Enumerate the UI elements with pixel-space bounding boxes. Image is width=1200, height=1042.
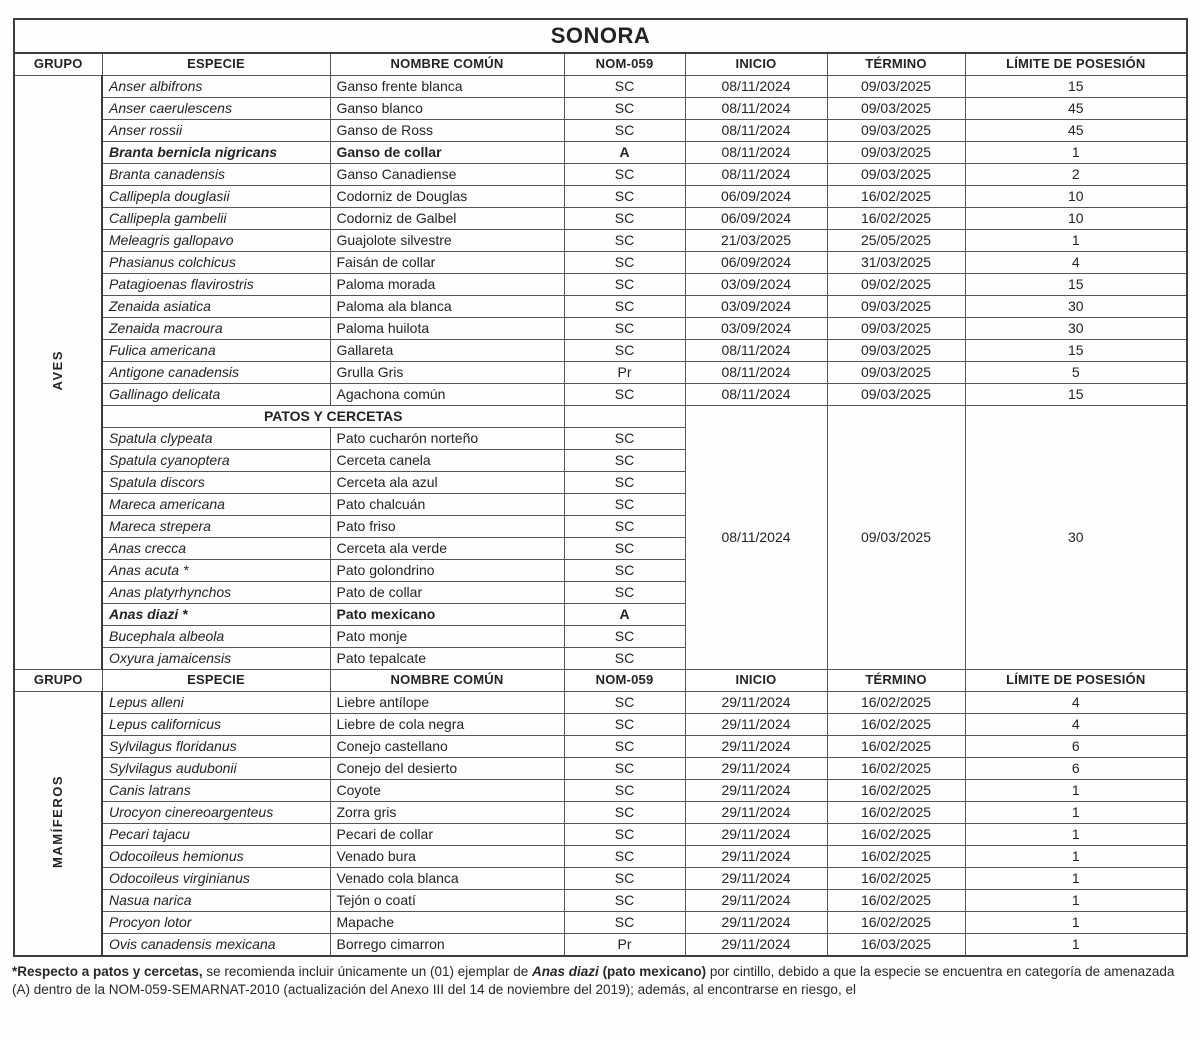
termino-cell: 25/05/2025 [827,230,965,252]
common-name-cell: Paloma morada [330,274,564,296]
column-header-6: LÍMITE DE POSESIÓN [965,53,1187,76]
sonora-hunting-table [13,18,1188,957]
column-header-5: TÉRMINO [827,670,965,692]
common-name-cell: Guajolote silvestre [330,230,564,252]
limite-cell: 15 [965,274,1187,296]
inicio-cell: 08/11/2024 [685,340,827,362]
table-row [14,714,1187,736]
group-cell-mamíferos [14,692,102,957]
table-row [14,802,1187,824]
column-header-1: ESPECIE [102,53,330,76]
species-cell: Branta bernicla nigricans [102,142,330,164]
nom059-cell: SC [564,736,685,758]
table-row [14,142,1187,164]
termino-cell: 16/02/2025 [827,186,965,208]
inicio-cell: 08/11/2024 [685,120,827,142]
inicio-cell: 03/09/2024 [685,274,827,296]
inicio-cell: 29/11/2024 [685,802,827,824]
common-name-cell: Ganso de collar [330,142,564,164]
nom059-cell: SC [564,164,685,186]
nom059-cell: SC [564,846,685,868]
termino-cell: 09/03/2025 [827,76,965,98]
nom059-cell: SC [564,648,685,670]
nom059-cell: SC [564,560,685,582]
limite-cell: 1 [965,802,1187,824]
limite-cell: 1 [965,142,1187,164]
common-name-cell: Coyote [330,780,564,802]
common-name-cell: Mapache [330,912,564,934]
column-header-3: NOM-059 [564,53,685,76]
termino-cell: 09/03/2025 [827,142,965,164]
footnote-part-2: Anas diazi [532,964,599,979]
column-header-6: LÍMITE DE POSESIÓN [965,670,1187,692]
limite-cell: 5 [965,362,1187,384]
common-name-cell: Tejón o coatí [330,890,564,912]
species-cell: Sylvilagus audubonii [102,758,330,780]
nom059-cell: SC [564,538,685,560]
species-cell: Mareca strepera [102,516,330,538]
table-row [14,98,1187,120]
nom059-cell: A [564,604,685,626]
column-header-2: NOMBRE COMÚN [330,53,564,76]
nom059-cell: A [564,142,685,164]
common-name-cell: Pato golondrino [330,560,564,582]
nom059-cell: SC [564,208,685,230]
limite-cell: 1 [965,912,1187,934]
inicio-cell: 03/09/2024 [685,318,827,340]
nom059-cell: SC [564,890,685,912]
inicio-cell: 29/11/2024 [685,824,827,846]
limite-cell: 6 [965,758,1187,780]
nom059-cell: SC [564,76,685,98]
species-cell: Phasianus colchicus [102,252,330,274]
common-name-cell: Ganso blanco [330,98,564,120]
table-row [14,384,1187,406]
termino-cell: 09/03/2025 [827,384,965,406]
column-header-3: NOM-059 [564,670,685,692]
nom059-cell: SC [564,582,685,604]
species-cell: Canis latrans [102,780,330,802]
inicio-cell: 29/11/2024 [685,758,827,780]
nom059-cell: SC [564,384,685,406]
limite-cell: 1 [965,890,1187,912]
species-cell: Procyon lotor [102,912,330,934]
common-name-cell: Liebre antílope [330,692,564,714]
common-name-cell: Codorniz de Galbel [330,208,564,230]
table-row [14,76,1187,98]
inicio-cell: 08/11/2024 [685,164,827,186]
table-row [14,758,1187,780]
species-cell: Meleagris gallopavo [102,230,330,252]
nom059-cell: SC [564,296,685,318]
species-cell: Zenaida asiatica [102,296,330,318]
termino-cell: 16/03/2025 [827,934,965,957]
nom059-cell: SC [564,230,685,252]
termino-cell: 16/02/2025 [827,780,965,802]
common-name-cell: Venado bura [330,846,564,868]
species-cell: Sylvilagus floridanus [102,736,330,758]
common-name-cell: Pato cucharón norteño [330,428,564,450]
nom059-cell: SC [564,758,685,780]
common-name-cell: Pato de collar [330,582,564,604]
column-header-5: TÉRMINO [827,53,965,76]
inicio-cell: 08/11/2024 [685,362,827,384]
species-cell: Odocoileus virginianus [102,868,330,890]
common-name-cell: Pecari de collar [330,824,564,846]
limite-cell: 15 [965,76,1187,98]
nom059-cell: SC [564,802,685,824]
termino-cell: 31/03/2025 [827,252,965,274]
nom059-cell: SC [564,780,685,802]
inicio-cell: 29/11/2024 [685,890,827,912]
common-name-cell: Borrego cimarron [330,934,564,957]
species-cell: Callipepla douglasii [102,186,330,208]
table-row [14,824,1187,846]
nom059-cell: SC [564,626,685,648]
termino-cell: 09/03/2025 [827,120,965,142]
inicio-cell: 21/03/2025 [685,230,827,252]
table-row [14,736,1187,758]
column-header-0: GRUPO [14,53,102,76]
common-name-cell: Pato chalcuán [330,494,564,516]
nom059-cell: SC [564,120,685,142]
common-name-cell: Faisán de collar [330,252,564,274]
table-row [14,208,1187,230]
species-cell: Anas diazi * [102,604,330,626]
footnote-part-4: por cintillo, debido a que la especie se encuentra en categoría de amenazada (A) dentro de la NOM-059-SEMARNAT-2010 (actualización del Anexo III del 14 de noviembre del 2019); además, al encontrarse en riesgo, el [12,964,1175,997]
inicio-cell: 08/11/2024 [685,98,827,120]
termino-cell: 16/02/2025 [827,692,965,714]
common-name-cell: Cerceta canela [330,450,564,472]
termino-cell: 16/02/2025 [827,736,965,758]
limite-cell: 1 [965,868,1187,890]
table-row [14,340,1187,362]
table-row [14,846,1187,868]
limite-cell: 10 [965,208,1187,230]
termino-cell: 16/02/2025 [827,208,965,230]
termino-cell: 16/02/2025 [827,846,965,868]
nom059-cell: SC [564,472,685,494]
species-cell: Spatula clypeata [102,428,330,450]
limite-merged-cell: 30 [965,406,1187,670]
common-name-cell: Liebre de cola negra [330,714,564,736]
termino-cell: 09/03/2025 [827,296,965,318]
table-row [14,252,1187,274]
common-name-cell: Ganso frente blanca [330,76,564,98]
limite-cell: 2 [965,164,1187,186]
species-cell: Anas crecca [102,538,330,560]
nom059-cell: SC [564,714,685,736]
group-cell-aves [14,76,102,670]
inicio-cell: 06/09/2024 [685,252,827,274]
inicio-cell: 29/11/2024 [685,846,827,868]
termino-cell: 16/02/2025 [827,714,965,736]
nom059-cell: SC [564,912,685,934]
nom059-cell: SC [564,450,685,472]
common-name-cell: Paloma huilota [330,318,564,340]
nom059-cell: SC [564,692,685,714]
nom059-cell: SC [564,494,685,516]
common-name-cell: Conejo castellano [330,736,564,758]
species-cell: Ovis canadensis mexicana [102,934,330,957]
common-name-cell: Grulla Gris [330,362,564,384]
subsection-title: PATOS Y CERCETAS [102,406,564,428]
species-cell: Odocoileus hemionus [102,846,330,868]
common-name-cell: Cerceta ala azul [330,472,564,494]
table-row [14,296,1187,318]
inicio-merged-cell: 08/11/2024 [685,406,827,670]
species-cell: Anas acuta * [102,560,330,582]
common-name-cell: Pato tepalcate [330,648,564,670]
termino-cell: 16/02/2025 [827,890,965,912]
column-header-row [14,53,1187,76]
footnote-text [12,963,1188,999]
limite-cell: 30 [965,296,1187,318]
termino-cell: 16/02/2025 [827,912,965,934]
table-row [14,362,1187,384]
table-row [14,934,1187,957]
common-name-cell: Pato mexicano [330,604,564,626]
limite-cell: 4 [965,692,1187,714]
table-row [14,780,1187,802]
limite-cell: 1 [965,824,1187,846]
column-header-row [14,670,1187,692]
limite-cell: 30 [965,318,1187,340]
termino-cell: 09/03/2025 [827,340,965,362]
species-cell: Gallinago delicata [102,384,330,406]
inicio-cell: 29/11/2024 [685,780,827,802]
species-cell: Mareca americana [102,494,330,516]
common-name-cell: Conejo del desierto [330,758,564,780]
table-row [14,868,1187,890]
species-cell: Lepus alleni [102,692,330,714]
table-row [14,230,1187,252]
inicio-cell: 29/11/2024 [685,912,827,934]
species-cell: Spatula discors [102,472,330,494]
termino-cell: 09/03/2025 [827,362,965,384]
table-body [14,19,1187,956]
common-name-cell: Codorniz de Douglas [330,186,564,208]
species-cell: Urocyon cinereoargenteus [102,802,330,824]
common-name-cell: Ganso Canadiense [330,164,564,186]
inicio-cell: 29/11/2024 [685,692,827,714]
species-cell: Zenaida macroura [102,318,330,340]
inicio-cell: 08/11/2024 [685,384,827,406]
inicio-cell: 08/11/2024 [685,76,827,98]
nom059-cell: Pr [564,934,685,957]
common-name-cell: Venado cola blanca [330,868,564,890]
inicio-cell: 06/09/2024 [685,186,827,208]
species-cell: Antigone canadensis [102,362,330,384]
species-cell: Patagioenas flavirostris [102,274,330,296]
species-cell: Oxyura jamaicensis [102,648,330,670]
species-cell: Branta canadensis [102,164,330,186]
nom059-cell: SC [564,868,685,890]
column-header-4: INICIO [685,53,827,76]
nom059-cell [564,406,685,428]
inicio-cell: 29/11/2024 [685,934,827,957]
table-title-row [14,19,1187,53]
inicio-cell: 29/11/2024 [685,714,827,736]
termino-cell: 09/02/2025 [827,274,965,296]
table-row [14,692,1187,714]
termino-cell: 09/03/2025 [827,318,965,340]
nom059-cell: SC [564,318,685,340]
limite-cell: 10 [965,186,1187,208]
species-cell: Anser caerulescens [102,98,330,120]
page-title: SONORA [14,19,1187,53]
limite-cell: 1 [965,846,1187,868]
group-label: MAMÍFEROS [49,775,65,869]
species-cell: Anser rossii [102,120,330,142]
limite-cell: 45 [965,98,1187,120]
termino-cell: 16/02/2025 [827,758,965,780]
inicio-cell: 29/11/2024 [685,868,827,890]
table-row [14,274,1187,296]
subsection-header-row [14,406,1187,428]
footnote-part-1: se recomienda incluir únicamente un (01) ejemplar de [202,964,533,979]
limite-cell: 15 [965,340,1187,362]
species-cell: Anas platyrhynchos [102,582,330,604]
table-row [14,120,1187,142]
nom059-cell: SC [564,340,685,362]
nom059-cell: SC [564,428,685,450]
species-cell: Pecari tajacu [102,824,330,846]
limite-cell: 1 [965,230,1187,252]
termino-cell: 16/02/2025 [827,802,965,824]
table-row [14,890,1187,912]
common-name-cell: Cerceta ala verde [330,538,564,560]
common-name-cell: Paloma ala blanca [330,296,564,318]
nom059-cell: SC [564,98,685,120]
species-cell: Bucephala albeola [102,626,330,648]
inicio-cell: 03/09/2024 [685,296,827,318]
termino-cell: 16/02/2025 [827,824,965,846]
common-name-cell: Agachona común [330,384,564,406]
limite-cell: 4 [965,714,1187,736]
nom059-cell: Pr [564,362,685,384]
nom059-cell: SC [564,252,685,274]
common-name-cell: Pato friso [330,516,564,538]
footnote-part-0: *Respecto a patos y cercetas, [12,964,203,979]
common-name-cell: Pato monje [330,626,564,648]
termino-cell: 16/02/2025 [827,868,965,890]
limite-cell: 45 [965,120,1187,142]
nom059-cell: SC [564,186,685,208]
limite-cell: 1 [965,934,1187,957]
inicio-cell: 06/09/2024 [685,208,827,230]
species-cell: Callipepla gambelii [102,208,330,230]
column-header-0: GRUPO [14,670,102,692]
table-row [14,186,1187,208]
table-row [14,164,1187,186]
column-header-2: NOMBRE COMÚN [330,670,564,692]
species-cell: Fulica americana [102,340,330,362]
limite-cell: 1 [965,780,1187,802]
column-header-1: ESPECIE [102,670,330,692]
common-name-cell: Zorra gris [330,802,564,824]
inicio-cell: 08/11/2024 [685,142,827,164]
column-header-4: INICIO [685,670,827,692]
group-label: AVES [49,350,65,391]
limite-cell: 6 [965,736,1187,758]
common-name-cell: Gallareta [330,340,564,362]
termino-cell: 09/03/2025 [827,98,965,120]
species-cell: Anser albifrons [102,76,330,98]
table-row [14,318,1187,340]
limite-cell: 4 [965,252,1187,274]
nom059-cell: SC [564,516,685,538]
termino-merged-cell: 09/03/2025 [827,406,965,670]
species-cell: Lepus californicus [102,714,330,736]
limite-cell: 15 [965,384,1187,406]
species-cell: Nasua narica [102,890,330,912]
table-row [14,912,1187,934]
species-cell: Spatula cyanoptera [102,450,330,472]
common-name-cell: Ganso de Ross [330,120,564,142]
termino-cell: 09/03/2025 [827,164,965,186]
nom059-cell: SC [564,824,685,846]
inicio-cell: 29/11/2024 [685,736,827,758]
nom059-cell: SC [564,274,685,296]
footnote-part-3: (pato mexicano) [598,964,707,979]
